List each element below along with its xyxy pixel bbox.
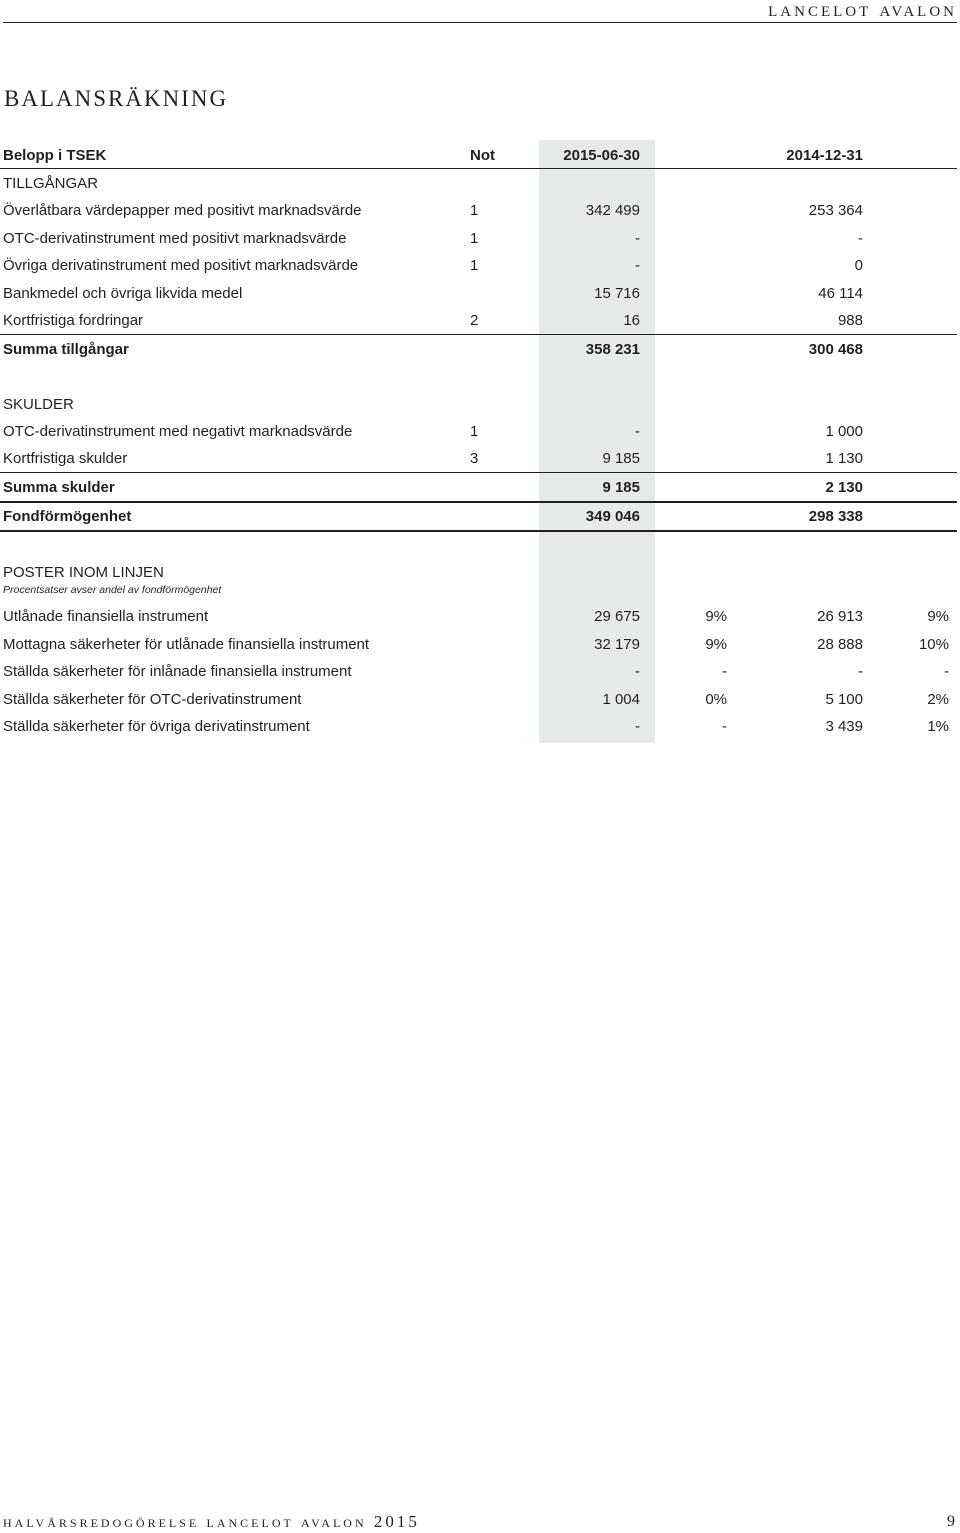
row-percent-b: 10% [918, 636, 949, 653]
row-value-b: 1 130 [825, 450, 863, 467]
column-header-label: Belopp i TSEK [3, 147, 107, 164]
header-rule [3, 22, 957, 23]
page-title: balansräkning [4, 78, 229, 114]
row-label: OTC-derivatinstrument med positivt marknadsvärde [3, 230, 347, 247]
table-row [0, 603, 960, 630]
footer-title: halvårsredogörelse lancelot avalon 2015 [3, 1512, 420, 1531]
fund-value-b: 298 338 [808, 508, 863, 525]
row-percent-a: - [722, 663, 727, 680]
row-value-a: 29 675 [594, 608, 640, 625]
row-value-a: 342 499 [585, 202, 640, 219]
row-label: Bankmedel och övriga likvida medel [3, 285, 243, 302]
table-row [0, 445, 960, 472]
row-value-a: - [635, 663, 640, 680]
row-label: Utlånade finansiella instrument [3, 608, 209, 625]
row-not: 1 [470, 257, 479, 274]
section-heading-row [0, 559, 960, 586]
row-value-b: - [858, 663, 863, 680]
fund-row [0, 503, 960, 530]
table-row [0, 307, 960, 334]
row-not: 1 [470, 423, 479, 440]
row-percent-b: 9% [927, 608, 949, 625]
header-divider [0, 168, 957, 169]
row-percent-a: 9% [705, 636, 727, 653]
row-value-a: 32 179 [594, 636, 640, 653]
table-row [0, 197, 960, 224]
total-divider [0, 472, 957, 473]
row-value-b: 5 100 [825, 691, 863, 708]
fund-label: Fondförmögenhet [3, 508, 132, 525]
table-row [0, 225, 960, 252]
row-value-a: 1 004 [602, 691, 640, 708]
row-not: 2 [470, 312, 479, 329]
total-value-a: 9 185 [602, 479, 640, 496]
fund-bottom-divider [0, 530, 957, 532]
table-row [0, 280, 960, 307]
row-percent-a: 9% [705, 608, 727, 625]
section-heading-row [0, 391, 960, 418]
row-value-b: 3 439 [825, 718, 863, 735]
total-value-b: 300 468 [808, 341, 863, 358]
section-heading-off-balance: POSTER INOM LINJEN [3, 564, 164, 581]
row-label: Ställda säkerheter för inlånade finansiella instrument [3, 663, 352, 680]
row-value-b: - [858, 230, 863, 247]
row-percent-a: - [722, 718, 727, 735]
table-row [0, 418, 960, 445]
section-heading-row [0, 170, 960, 197]
row-label: Mottagna säkerheter för utlånade finansiella instrument [3, 636, 370, 653]
row-label: Kortfristiga fordringar [3, 312, 144, 329]
row-value-b: 0 [854, 257, 863, 274]
percentage-note: Procentsatser avser andel av fondförmögenhet [3, 584, 222, 596]
row-label: OTC-derivatinstrument med negativt marknadsvärde [3, 423, 353, 440]
section-heading-assets: TILLGÅNGAR [3, 175, 99, 192]
page-number: 9 [947, 1513, 955, 1530]
row-percent-b: 2% [927, 691, 949, 708]
row-value-b: 26 913 [817, 608, 863, 625]
row-label: Överlåtbara värdepapper med positivt marknadsvärde [3, 202, 362, 219]
row-value-a: - [635, 257, 640, 274]
table-header-row [0, 142, 960, 169]
total-label: Summa skulder [3, 479, 115, 496]
row-value-a: - [635, 718, 640, 735]
table-row [0, 713, 960, 740]
table-row [0, 686, 960, 713]
row-value-b: 1 000 [825, 423, 863, 440]
row-label: Ställda säkerheter för OTC-derivatinstrument [3, 691, 302, 708]
row-value-b: 253 364 [808, 202, 863, 219]
fund-value-a: 349 046 [585, 508, 640, 525]
row-label: Övriga derivatinstrument med positivt marknadsvärde [3, 257, 359, 274]
total-divider [0, 334, 957, 335]
total-label: Summa tillgångar [3, 341, 129, 358]
column-header-date-a: 2015-06-30 [563, 147, 640, 164]
row-value-b: 28 888 [817, 636, 863, 653]
table-row [0, 631, 960, 658]
row-percent-a: 0% [705, 691, 727, 708]
total-value-b: 2 130 [825, 479, 863, 496]
column-header-not: Not [470, 147, 495, 164]
row-value-b: 46 114 [818, 285, 863, 302]
row-value-a: - [635, 230, 640, 247]
section-heading-liabilities: SKULDER [3, 396, 74, 413]
row-value-b: 988 [837, 312, 863, 329]
column-header-date-b: 2014-12-31 [786, 147, 863, 164]
row-label: Kortfristiga skulder [3, 450, 128, 467]
row-value-a: 16 [623, 312, 640, 329]
total-row [0, 474, 960, 501]
row-percent-b: - [944, 663, 949, 680]
brand-header: lancelot avalon [768, 0, 957, 21]
row-value-a: - [635, 423, 640, 440]
row-not: 3 [470, 450, 479, 467]
table-row [0, 252, 960, 279]
row-label: Ställda säkerheter för övriga derivatinstrument [3, 718, 310, 735]
row-not: 1 [470, 202, 479, 219]
total-value-a: 358 231 [585, 341, 640, 358]
total-row [0, 336, 960, 363]
row-not: 1 [470, 230, 479, 247]
row-percent-b: 1% [927, 718, 949, 735]
table-row [0, 658, 960, 685]
row-value-a: 15 716 [594, 285, 640, 302]
row-value-a: 9 185 [602, 450, 640, 467]
